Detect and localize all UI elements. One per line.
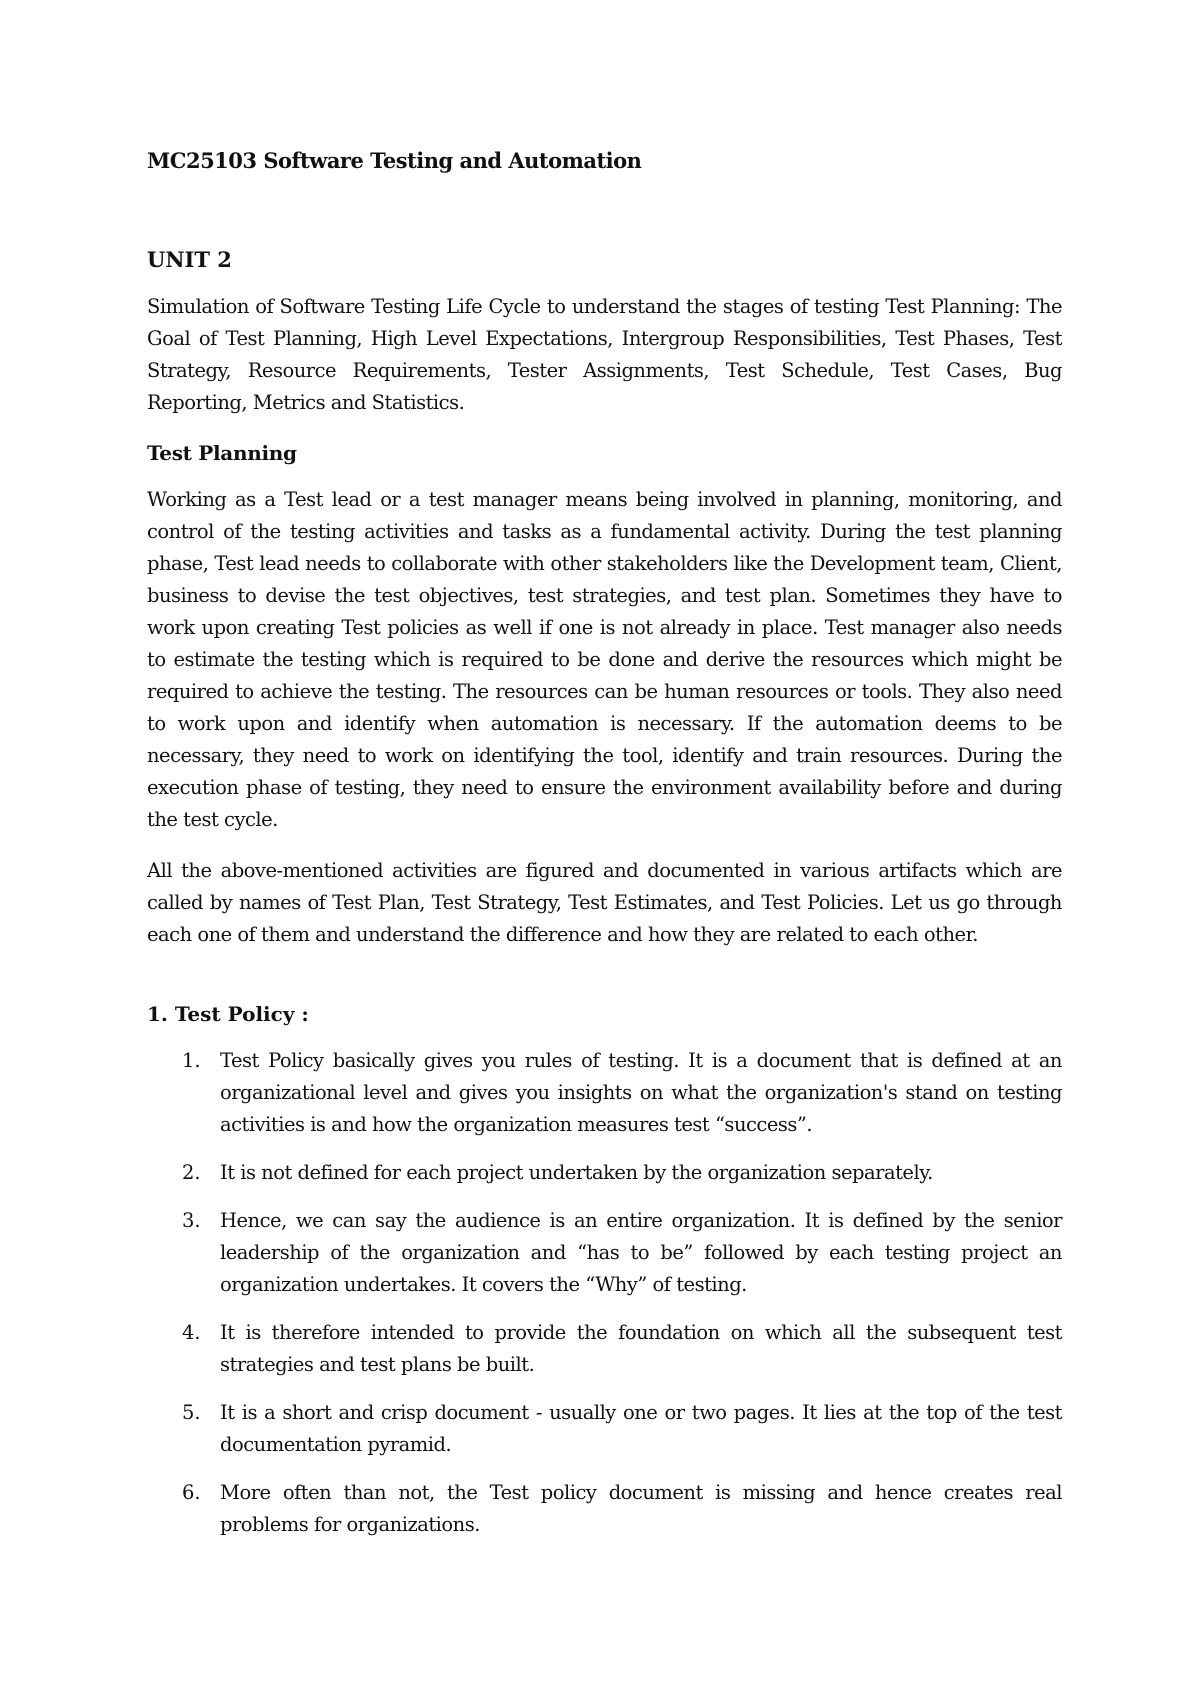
list-item-text: It is not defined for each project undertaken by the organization separately. xyxy=(220,1161,933,1184)
course-title: MC25103 Software Testing and Automation xyxy=(147,148,642,173)
list-item xyxy=(147,1045,1062,1141)
list-item-number: 4. xyxy=(182,1321,201,1344)
unit-title: UNIT 2 xyxy=(147,247,232,272)
list-item xyxy=(147,1205,1062,1301)
test-planning-paragraph-1: Working as a Test lead or a test manager means being involved in planning, monitoring, and control of the testing activities and tasks as a fundamental activity. During the test planning phase, Test lead needs to collaborate with other stakeholders like the Development team, Client, business to devise the test objectives, test strategies, and test plan. Sometimes they have to work upon creating Test policies as well if one is not already in place. Test manager also needs to estimate the testing which is required to be done and derive the resources which might be required to achieve the testing. The resources can be human resources or tools. They also need to work upon and identify when automation is necessary. If the automation deems to be necessary, they need to work on identifying the tool, identify and train resources. During the execution phase of testing, they need to ensure the environment availability before and during the test cycle. xyxy=(147,488,1062,831)
list-item-number: 1. xyxy=(182,1049,201,1072)
intro-paragraph: Simulation of Software Testing Life Cycle to understand the stages of testing Test Planning: The Goal of Test Planning, High Level Expectations, Intergroup Responsibilities, Test Phases, Test Strategy, Resource Requirements, Tester Assignments, Test Schedule, Test Cases, Bug Reporting, Metrics and Statistics. xyxy=(147,295,1062,414)
section-heading-test-planning: Test Planning xyxy=(147,441,297,465)
list-item xyxy=(147,1397,1062,1461)
list-item-text: It is a short and crisp document - usually one or two pages. It lies at the top of the test documentation pyramid. xyxy=(220,1401,1062,1456)
list-item-text: Hence, we can say the audience is an entire organization. It is defined by the senior leadership of the organization and “has to be” followed by each testing project an organization undertakes. It covers the “Why” of testing. xyxy=(220,1209,1062,1296)
document-page xyxy=(147,0,1062,1696)
list-item-text: Test Policy basically gives you rules of testing. It is a document that is defined at an organizational level and gives you insights on what the organization's stand on testing activities is and how the organization measures test “success”. xyxy=(220,1049,1062,1136)
list-item xyxy=(147,1477,1062,1541)
section-heading-test-policy: 1. Test Policy : xyxy=(147,1002,309,1026)
list-item-number: 2. xyxy=(182,1161,201,1184)
list-item-number: 3. xyxy=(182,1209,201,1232)
list-item-number: 6. xyxy=(182,1481,201,1504)
list-item-text: It is therefore intended to provide the foundation on which all the subsequent test strategies and test plans be built. xyxy=(220,1321,1062,1376)
list-item xyxy=(147,1157,1062,1189)
list-item xyxy=(147,1317,1062,1381)
test-policy-list xyxy=(147,1045,1062,1557)
list-item-number: 5. xyxy=(182,1401,201,1424)
test-planning-paragraph-2: All the above-mentioned activities are figured and documented in various artifacts which are called by names of Test Plan, Test Strategy, Test Estimates, and Test Policies. Let us go through each one of them and understand the difference and how they are related to each other. xyxy=(147,859,1062,946)
list-item-text: More often than not, the Test policy document is missing and hence creates real problems for organizations. xyxy=(220,1481,1062,1536)
